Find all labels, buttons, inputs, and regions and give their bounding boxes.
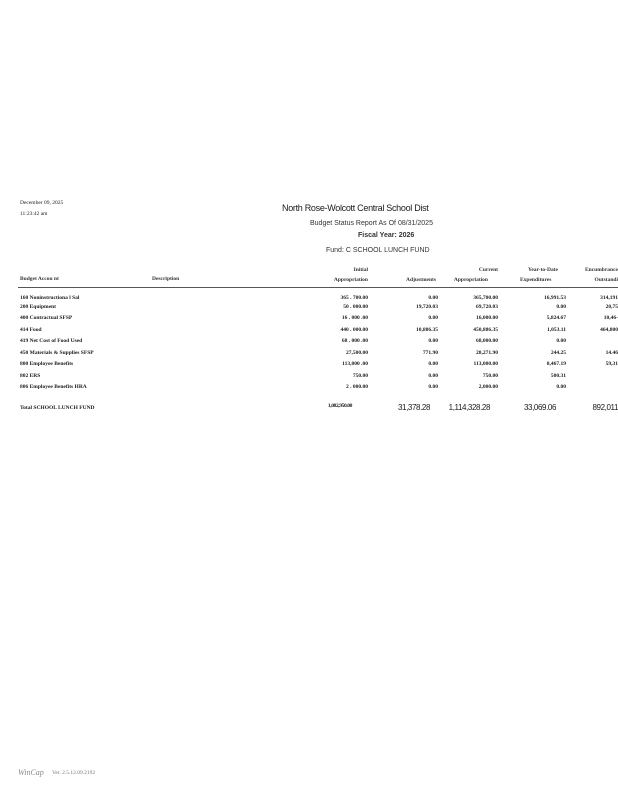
cell-ytd: 0.00 xyxy=(556,384,566,390)
district-name: North Rose-Wolcott Central School Dist xyxy=(282,203,429,213)
account-code: 160 Noninstructiona l Sal xyxy=(20,295,80,301)
total-label: Total SCHOOL LUNCH FUND xyxy=(20,405,95,411)
cell-current: 450,886.35 xyxy=(473,327,498,333)
cell-ytd: 5,824.67 xyxy=(546,315,566,321)
cell-adj: 0.00 xyxy=(428,295,438,301)
cell-current: 68,000.00 xyxy=(476,338,498,344)
fund-label: Fund: C SCHOOL LUNCH FUND xyxy=(326,247,430,254)
header-divider xyxy=(18,287,618,288)
cell-enc: 314,191 xyxy=(600,295,618,301)
report-date: December 09, 2025 xyxy=(20,200,64,206)
col-initial-line1: Initial xyxy=(353,267,368,273)
cell-ytd: 1,053.11 xyxy=(547,327,566,333)
cell-adj: 771.90 xyxy=(422,350,438,356)
cell-initial: 113,000 .00 xyxy=(342,361,368,367)
cell-enc: 464,800 xyxy=(600,327,618,333)
account-code: 419 Net Cost of Food Used xyxy=(20,338,83,344)
account-code: 400 Contractual SFSP xyxy=(20,315,73,321)
account-code: 414 Food xyxy=(20,327,42,333)
cell-enc: 10,46- xyxy=(603,315,618,321)
cell-current: 113,000.00 xyxy=(473,361,498,367)
cell-current: 365,700.00 xyxy=(473,295,498,301)
cell-enc: 59,31 xyxy=(605,361,618,367)
account-code: 806 Employee Benefits HRA xyxy=(20,384,87,390)
cell-current: 69,720.03 xyxy=(476,304,498,310)
account-code: 800 Employee Benefits xyxy=(20,361,74,367)
cell-ytd: 0.00 xyxy=(556,338,566,344)
cell-current: 750.00 xyxy=(482,373,498,379)
cell-current: 16,000.00 xyxy=(476,315,498,321)
col-encumbrance-line1: Encumbrance xyxy=(585,267,618,273)
cell-ytd: 8,467.19 xyxy=(546,361,566,367)
report-subtitle: Budget Status Report As Of 08/31/2025 xyxy=(310,220,433,227)
cell-initial: 50 . 000.00 xyxy=(343,304,368,310)
total-current: 1,114,328.28 xyxy=(448,403,490,412)
col-adjustments: Adjustments xyxy=(406,277,436,283)
cell-initial: 16 . 000 .00 xyxy=(341,315,368,321)
cell-enc: 14.46 xyxy=(605,350,618,356)
fiscal-year: Fiscal Year: 2026 xyxy=(358,232,415,239)
cell-ytd: 16,991.53 xyxy=(544,295,566,301)
cell-adj: 10,886.35 xyxy=(416,327,438,333)
cell-adj: 0.00 xyxy=(428,361,438,367)
report-time: 11:23:42 am xyxy=(20,211,48,217)
cell-ytd: 0.00 xyxy=(556,304,566,310)
col-encumbrance-line2: Outstandi xyxy=(594,277,618,283)
col-current-line2: Appropriation xyxy=(453,277,488,283)
cell-initial: 68 . 000 .00 xyxy=(341,338,368,344)
cell-adj: 19,720.03 xyxy=(416,304,438,310)
cell-initial: 365 . 700.00 xyxy=(340,295,368,301)
account-code: 802 ERS xyxy=(20,373,41,379)
cell-adj: 0.00 xyxy=(428,384,438,390)
col-initial-line2: Appropriation xyxy=(333,277,368,283)
col-ytd-line2: Expenditures xyxy=(520,277,552,283)
cell-enc: 20,75 xyxy=(605,304,618,310)
total-initial: 1,082,950.00 xyxy=(327,403,352,409)
cell-current: 28,271.90 xyxy=(476,350,498,356)
cell-current: 2,000.00 xyxy=(478,384,498,390)
total-encumbrance: 892,011 xyxy=(592,403,618,412)
cell-adj: 0.00 xyxy=(428,373,438,379)
col-description: Description xyxy=(152,276,180,282)
version-label: Ver. 2.5.12.09.2192 xyxy=(52,770,96,776)
cell-initial: 750.00 xyxy=(352,373,368,379)
cell-initial: 27,500.00 xyxy=(346,350,368,356)
cell-adj: 0.00 xyxy=(428,315,438,321)
cell-initial: 440 . 000.00 xyxy=(340,327,368,333)
cell-ytd: 500.31 xyxy=(550,373,566,379)
account-code: 450 Materials & Supplies SFSP xyxy=(20,350,94,356)
total-adjustments: 31,378.28 xyxy=(398,403,430,412)
wincap-logo: WinCap xyxy=(18,768,44,777)
col-ytd-line1: Year-to-Date xyxy=(527,267,558,273)
cell-initial: 2 . 000.00 xyxy=(346,384,368,390)
cell-adj: 0.00 xyxy=(428,338,438,344)
account-code: 200 Equipment xyxy=(20,304,56,310)
col-budget-account: Budget Accou nt xyxy=(20,276,59,282)
cell-ytd: 244.25 xyxy=(550,350,566,356)
total-ytd: 33,069.06 xyxy=(524,403,556,412)
col-current-line1: Current xyxy=(478,267,498,273)
